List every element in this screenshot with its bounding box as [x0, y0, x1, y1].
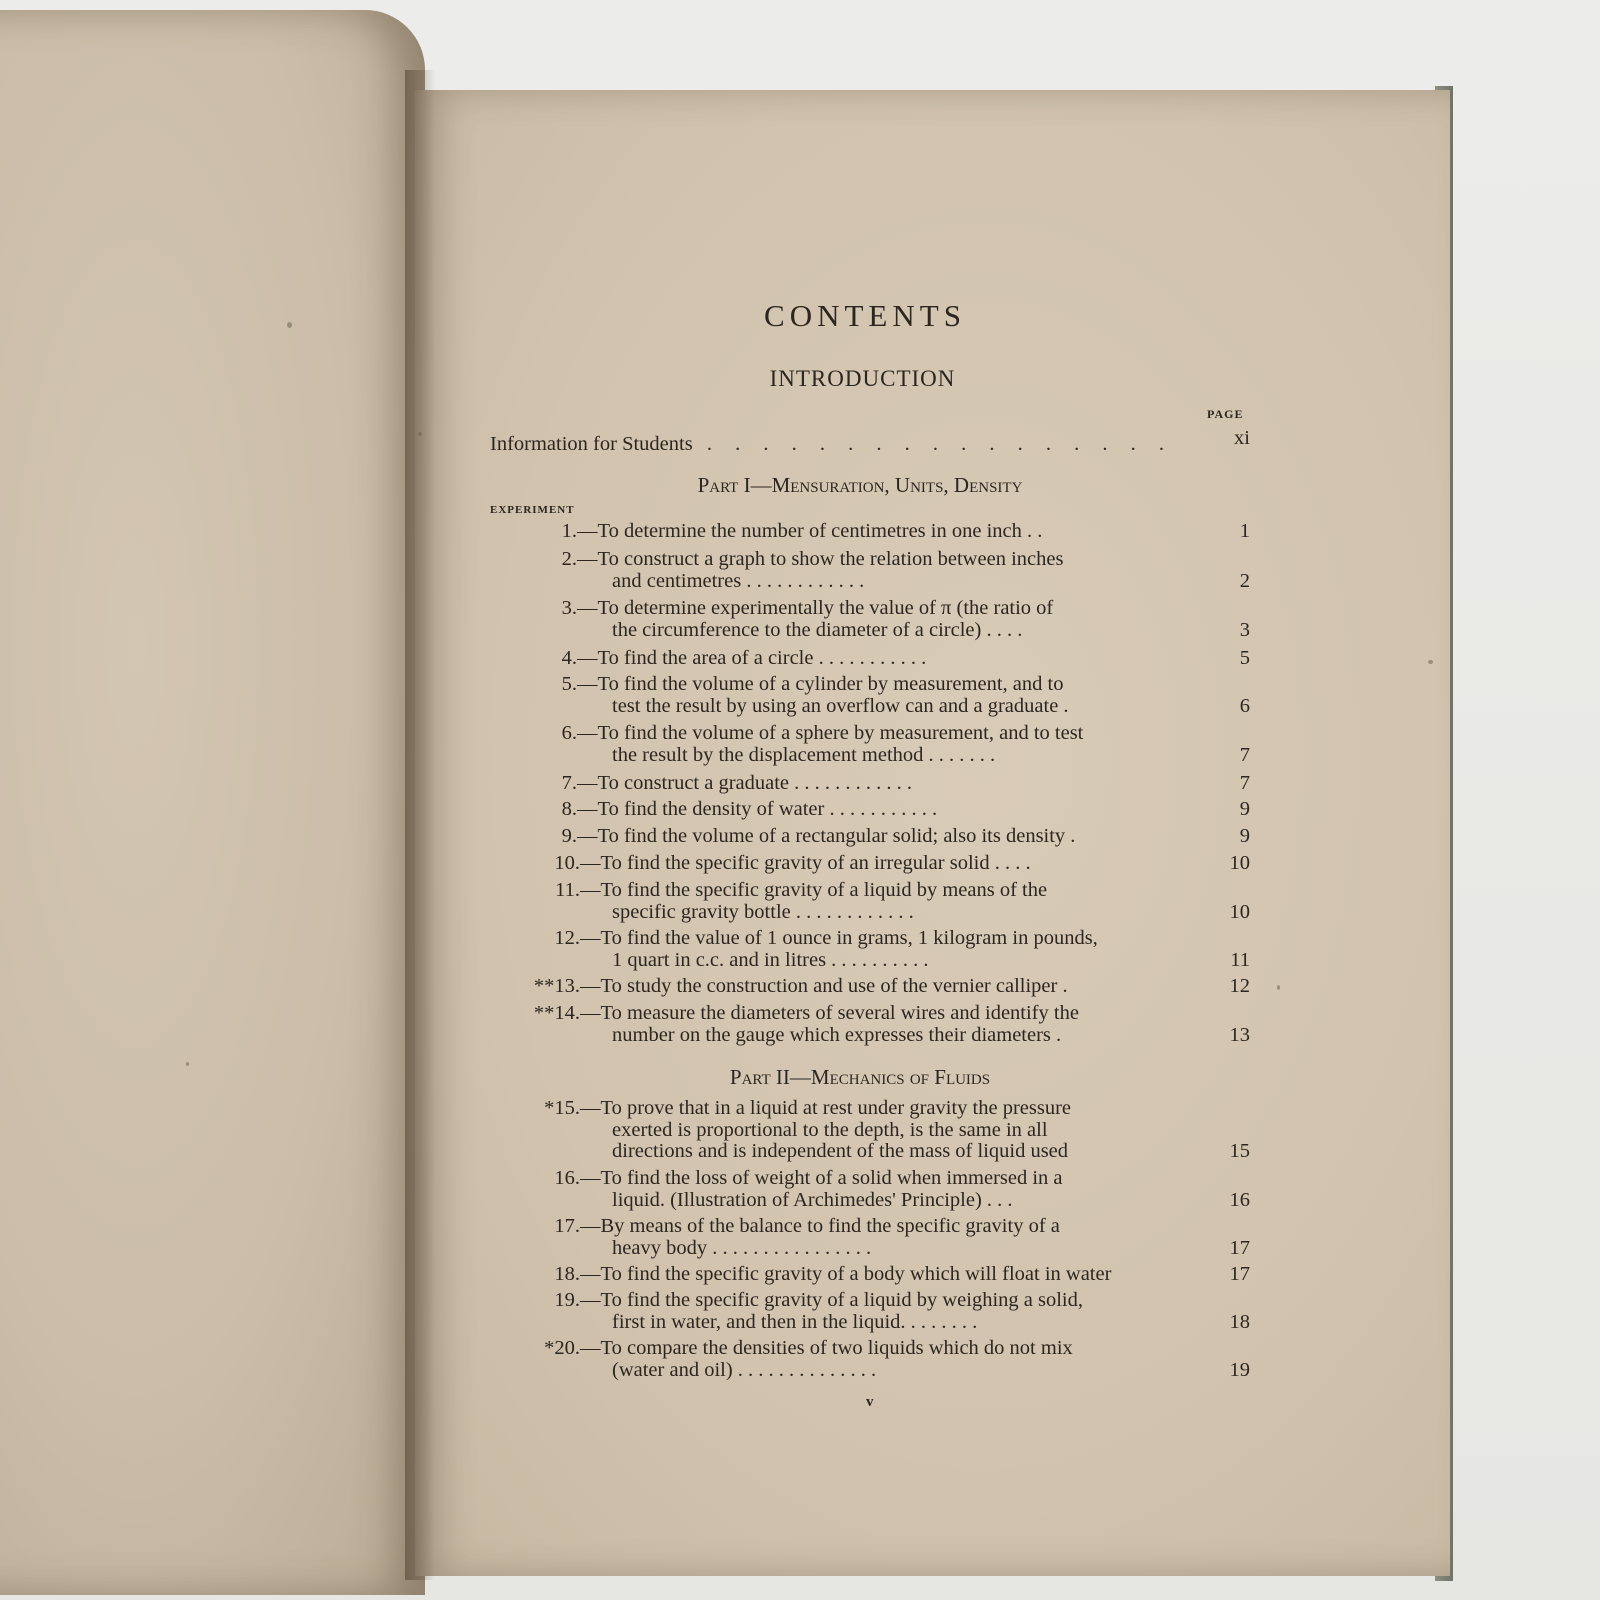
toc-entry-text: number on the gauge which expresses their diameters .	[612, 1023, 1062, 1046]
toc-entry-page: 3	[1239, 618, 1250, 641]
toc-entry-text: —To study the construction and use of the vernier calliper .	[580, 975, 1068, 997]
toc-entry-number: 11.	[555, 879, 580, 901]
toc-entry-text: specific gravity bottle . . . . . . . . . . . .	[612, 900, 914, 923]
toc-entry-number: 6.	[561, 722, 577, 744]
toc-entry-number: 16.	[554, 1167, 580, 1189]
contents-title: CONTENTS	[764, 298, 966, 333]
toc-entry-number: 3.	[561, 597, 577, 619]
leader-dots: . . . . . . . . . . . . . . . . .	[692, 433, 1173, 455]
toc-entry-text: —To find the area of a circle . . . . . . . . . . .	[577, 647, 927, 669]
toc-entry-text: —To prove that in a liquid at rest under gravity the pressure	[580, 1097, 1071, 1119]
toc-entry-number: **13.	[533, 975, 580, 997]
toc-entry-page: 7	[1239, 743, 1250, 766]
toc-entry-page: 9	[1239, 798, 1250, 820]
toc-entry-text: —To determine experimentally the value of π (the ratio of	[577, 597, 1054, 619]
toc-entry-text: —To find the specific gravity of an irregular solid . . . .	[580, 852, 1031, 874]
toc-entry-page: 10	[1229, 852, 1250, 874]
toc-entry-text: —To find the volume of a cylinder by measurement, and to	[577, 673, 1064, 695]
toc-entry-page: 1	[1239, 520, 1250, 542]
toc-entry-text: —To find the density of water . . . . . . . . . . .	[577, 798, 938, 820]
info-label-text: Information for Students	[490, 433, 693, 455]
toc-entry-page: 6	[1239, 694, 1250, 717]
gutter-shadow	[405, 70, 435, 1580]
toc-entry-number: 10.	[554, 852, 580, 874]
toc-entry-text: —To construct a graduate . . . . . . . . . . . .	[577, 772, 913, 794]
toc-entry-text: —To find the volume of a sphere by measurement, and to test	[577, 722, 1084, 744]
page-folio: v	[866, 1394, 874, 1410]
toc-entry-number: 18.	[554, 1263, 580, 1285]
toc-entry-text: directions and is independent of the mass of liquid used	[612, 1140, 1069, 1162]
toc-entry-text: —To find the specific gravity of a liquid by weighing a solid,	[580, 1289, 1083, 1311]
toc-entry-text: the result by the displacement method . . . . . . .	[612, 743, 996, 766]
toc-entry-text: liquid. (Illustration of Archimedes' Principle) . . .	[612, 1188, 1013, 1211]
toc-entry-number: 12.	[554, 927, 580, 949]
toc-entry-number: 2.	[561, 548, 577, 570]
toc-entry-text: heavy body . . . . . . . . . . . . . . . .	[612, 1236, 872, 1259]
toc-entry-page: 17	[1229, 1263, 1250, 1285]
paper-speck	[1277, 985, 1280, 990]
toc-entry-number: 19.	[554, 1289, 580, 1311]
toc-entry-page: 16	[1229, 1188, 1250, 1211]
toc-entry-number: *20.	[544, 1337, 580, 1359]
toc-entry-page: 2	[1239, 569, 1250, 592]
paper-speck	[1428, 660, 1433, 664]
toc-entry-page: 18	[1229, 1310, 1250, 1333]
page-column-heading: PAGE	[1207, 407, 1244, 421]
part-1-title: Part I—Mensuration, Units, Density	[697, 473, 1023, 497]
toc-entry-number: 8.	[561, 798, 577, 820]
toc-entry-text: the circumference to the diameter of a circle) . . . .	[612, 618, 1023, 641]
toc-entry-text: —To find the loss of weight of a solid when immersed in a	[580, 1167, 1063, 1189]
toc-entry-text: —To determine the number of centimetres in one inch . .	[577, 520, 1043, 542]
toc-entry-text: —To find the specific gravity of a liquid by means of the	[580, 879, 1048, 901]
left-page	[0, 10, 425, 1595]
toc-entry-number: 1.	[561, 520, 577, 542]
toc-entry-page: 12	[1229, 975, 1250, 997]
info-for-students-label	[490, 433, 1173, 456]
toc-entry-text: (water and oil) . . . . . . . . . . . . . .	[612, 1358, 877, 1381]
toc-entry-page: 9	[1239, 825, 1250, 847]
toc-entry-number: 9.	[561, 825, 577, 847]
toc-entry-text: —To construct a graph to show the relation between inches	[577, 548, 1064, 570]
toc-entry-page: 19	[1229, 1358, 1250, 1381]
toc-entry-page: 13	[1229, 1023, 1250, 1046]
toc-entry-page: 5	[1239, 647, 1250, 669]
toc-entry-number: 5.	[561, 673, 577, 695]
toc-entry-page: 11	[1230, 948, 1250, 971]
toc-entry-number: 17.	[554, 1215, 580, 1237]
experiment-heading: EXPERIMENT	[490, 504, 575, 516]
info-page-number: xi	[1234, 427, 1250, 449]
toc-entry-text: first in water, and then in the liquid. . . . . . . .	[612, 1310, 978, 1333]
toc-entry-page: 15	[1229, 1140, 1250, 1162]
toc-entry-text: —To find the value of 1 ounce in grams, 1 kilogram in pounds,	[580, 927, 1098, 949]
toc-entry-text: exerted is proportional to the depth, is the same in all	[612, 1118, 1048, 1141]
toc-entry-number: *15.	[544, 1097, 580, 1119]
toc-entry-page: 17	[1229, 1236, 1250, 1259]
toc-entry-text: test the result by using an overflow can and a graduate .	[612, 694, 1069, 717]
toc-entry-text: 1 quart in c.c. and in litres . . . . . . . . . .	[612, 948, 929, 971]
toc-entry-text: —To find the volume of a rectangular solid; also its density .	[577, 825, 1076, 847]
toc-entry-text: —To measure the diameters of several wires and identify the	[580, 1002, 1079, 1024]
paper-speck	[418, 432, 422, 436]
toc-entry-number: **14.	[533, 1002, 580, 1024]
toc-entry-number: 4.	[561, 647, 577, 669]
toc-entry-text: —To find the specific gravity of a body which will float in water	[580, 1263, 1112, 1285]
toc-entry-page: 10	[1229, 900, 1250, 923]
introduction-heading: INTRODUCTION	[769, 366, 956, 391]
toc-entry-text: and centimetres . . . . . . . . . . . .	[612, 569, 865, 592]
toc-entry-number: 7.	[561, 772, 577, 794]
toc-entry-page: 7	[1239, 772, 1250, 794]
toc-entry-text: —By means of the balance to find the specific gravity of a	[580, 1215, 1060, 1237]
toc-entry-text: —To compare the densities of two liquids which do not mix	[580, 1337, 1073, 1359]
part-2-title: Part II—Mechanics of Fluids	[729, 1065, 991, 1089]
